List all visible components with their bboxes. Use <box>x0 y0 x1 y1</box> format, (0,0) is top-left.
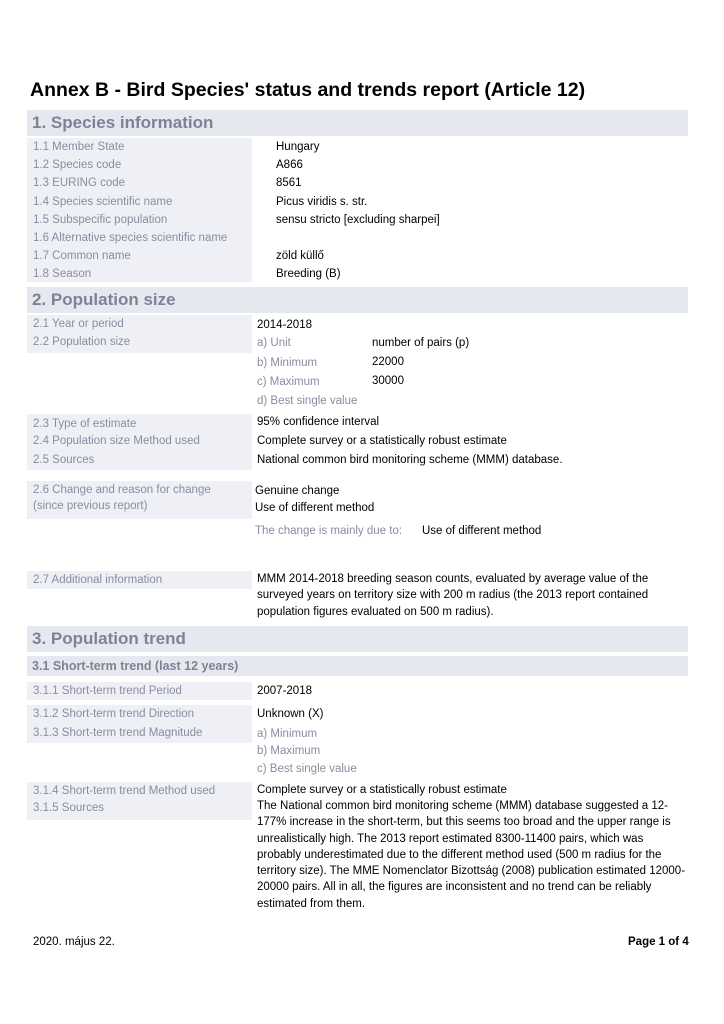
trend-sources-value: The National common bird monitoring scheme (MMM) database suggested a 12-177% increase in the short-term, but this seems too broad and the upper range is unrealistically high. The 2013 report estimated 8300-11400 pairs, which was probably underestimated due to the different method used (500 m radius for the territory size). The MME Nomenclator Bizottság (2008) publication estimated 12000-20000 pairs. All in all, the figures are inconsistent and no trend can be reliably estimated from them. <box>257 800 686 910</box>
footer-date: 2020. május 22. <box>33 936 115 948</box>
trend-method-label: 3.1.4 Short-term trend Method used <box>33 785 216 797</box>
change-value: Genuine change <box>255 485 340 497</box>
subheader-short-term-trend: 3.1 Short-term trend (last 12 years) <box>27 656 688 676</box>
additional-info-value: MMM 2014-2018 breeding season counts, evaluated by average value of the surveyed years on territory size with 200 m radius (the 2013 report contained population figures evaluated on 500 m radius). <box>257 573 649 618</box>
sources-value: National common bird monitoring scheme (MMM) database. <box>257 454 563 466</box>
member-state-value: Hungary <box>276 141 320 153</box>
population-size-label: 2.2 Population size <box>33 336 131 348</box>
trend-magnitude-label: 3.1.3 Short-term trend Magnitude <box>33 727 203 739</box>
change-reason-sublabel: (since previous report) <box>33 500 148 512</box>
size-method-label: 2.4 Population size Method used <box>33 435 200 447</box>
member-state-label: 1.1 Member State <box>33 141 125 153</box>
section-header-species-information: 1. Species information <box>27 110 688 136</box>
species-code-label: 1.2 Species code <box>33 159 122 171</box>
page-title: Annex B - Bird Species' status and trends report (Article 12) <box>30 79 586 101</box>
euring-code-value: 8561 <box>276 177 302 189</box>
scientific-name-value: Picus viridis s. str. <box>276 196 368 208</box>
subspecific-population-label: 1.5 Subspecific population <box>33 214 168 226</box>
season-label: 1.8 Season <box>33 268 92 280</box>
change-reason-value: Use of different method <box>255 502 375 514</box>
trend-sources-label: 3.1.5 Sources <box>33 802 104 814</box>
minimum-value: 22000 <box>372 356 404 368</box>
section-header-population-size: 2. Population size <box>27 287 688 313</box>
minimum-label: b) Minimum <box>257 357 318 369</box>
change-mainly-label: The change is mainly due to: <box>255 525 403 537</box>
species-code-value: A866 <box>276 159 303 171</box>
magnitude-maximum-label: b) Maximum <box>257 745 321 757</box>
change-mainly-value: Use of different method <box>422 525 542 537</box>
size-method-value: Complete survey or a statistically robust estimate <box>257 435 507 447</box>
best-single-value-label: d) Best single value <box>257 395 358 407</box>
magnitude-best-label: c) Best single value <box>257 763 357 775</box>
trend-period-label: 3.1.1 Short-term trend Period <box>33 685 182 697</box>
trend-direction-value: Unknown (X) <box>257 708 324 720</box>
type-of-estimate-label: 2.3 Type of estimate <box>33 418 137 430</box>
trend-period-value: 2007-2018 <box>257 685 312 697</box>
sources-label: 2.5 Sources <box>33 454 95 466</box>
unit-value: number of pairs (p) <box>372 337 470 349</box>
trend-direction-label: 3.1.2 Short-term trend Direction <box>33 708 195 720</box>
scientific-name-label: 1.4 Species scientific name <box>33 196 173 208</box>
trend-method-value: Complete survey or a statistically robust estimate <box>257 784 507 796</box>
change-reason-label: 2.6 Change and reason for change <box>33 484 211 496</box>
year-period-label: 2.1 Year or period <box>33 318 124 330</box>
subspecific-population-value: sensu stricto [excluding sharpei] <box>276 214 440 226</box>
unit-label: a) Unit <box>257 337 291 349</box>
maximum-value: 30000 <box>372 375 404 387</box>
maximum-label: c) Maximum <box>257 376 320 388</box>
page-number: Page 1 of 4 <box>628 936 689 948</box>
magnitude-minimum-label: a) Minimum <box>257 728 318 740</box>
additional-info-label: 2.7 Additional information <box>33 574 163 586</box>
year-period-value: 2014-2018 <box>257 319 312 331</box>
section-header-population-trend: 3. Population trend <box>27 626 688 652</box>
common-name-label: 1.7 Common name <box>33 250 131 262</box>
season-value: Breeding (B) <box>276 268 341 280</box>
alternative-name-label: 1.6 Alternative species scientific name <box>33 232 228 244</box>
euring-code-label: 1.3 EURING code <box>33 177 126 189</box>
common-name-value: zöld küllő <box>276 250 324 262</box>
type-of-estimate-value: 95% confidence interval <box>257 416 380 428</box>
